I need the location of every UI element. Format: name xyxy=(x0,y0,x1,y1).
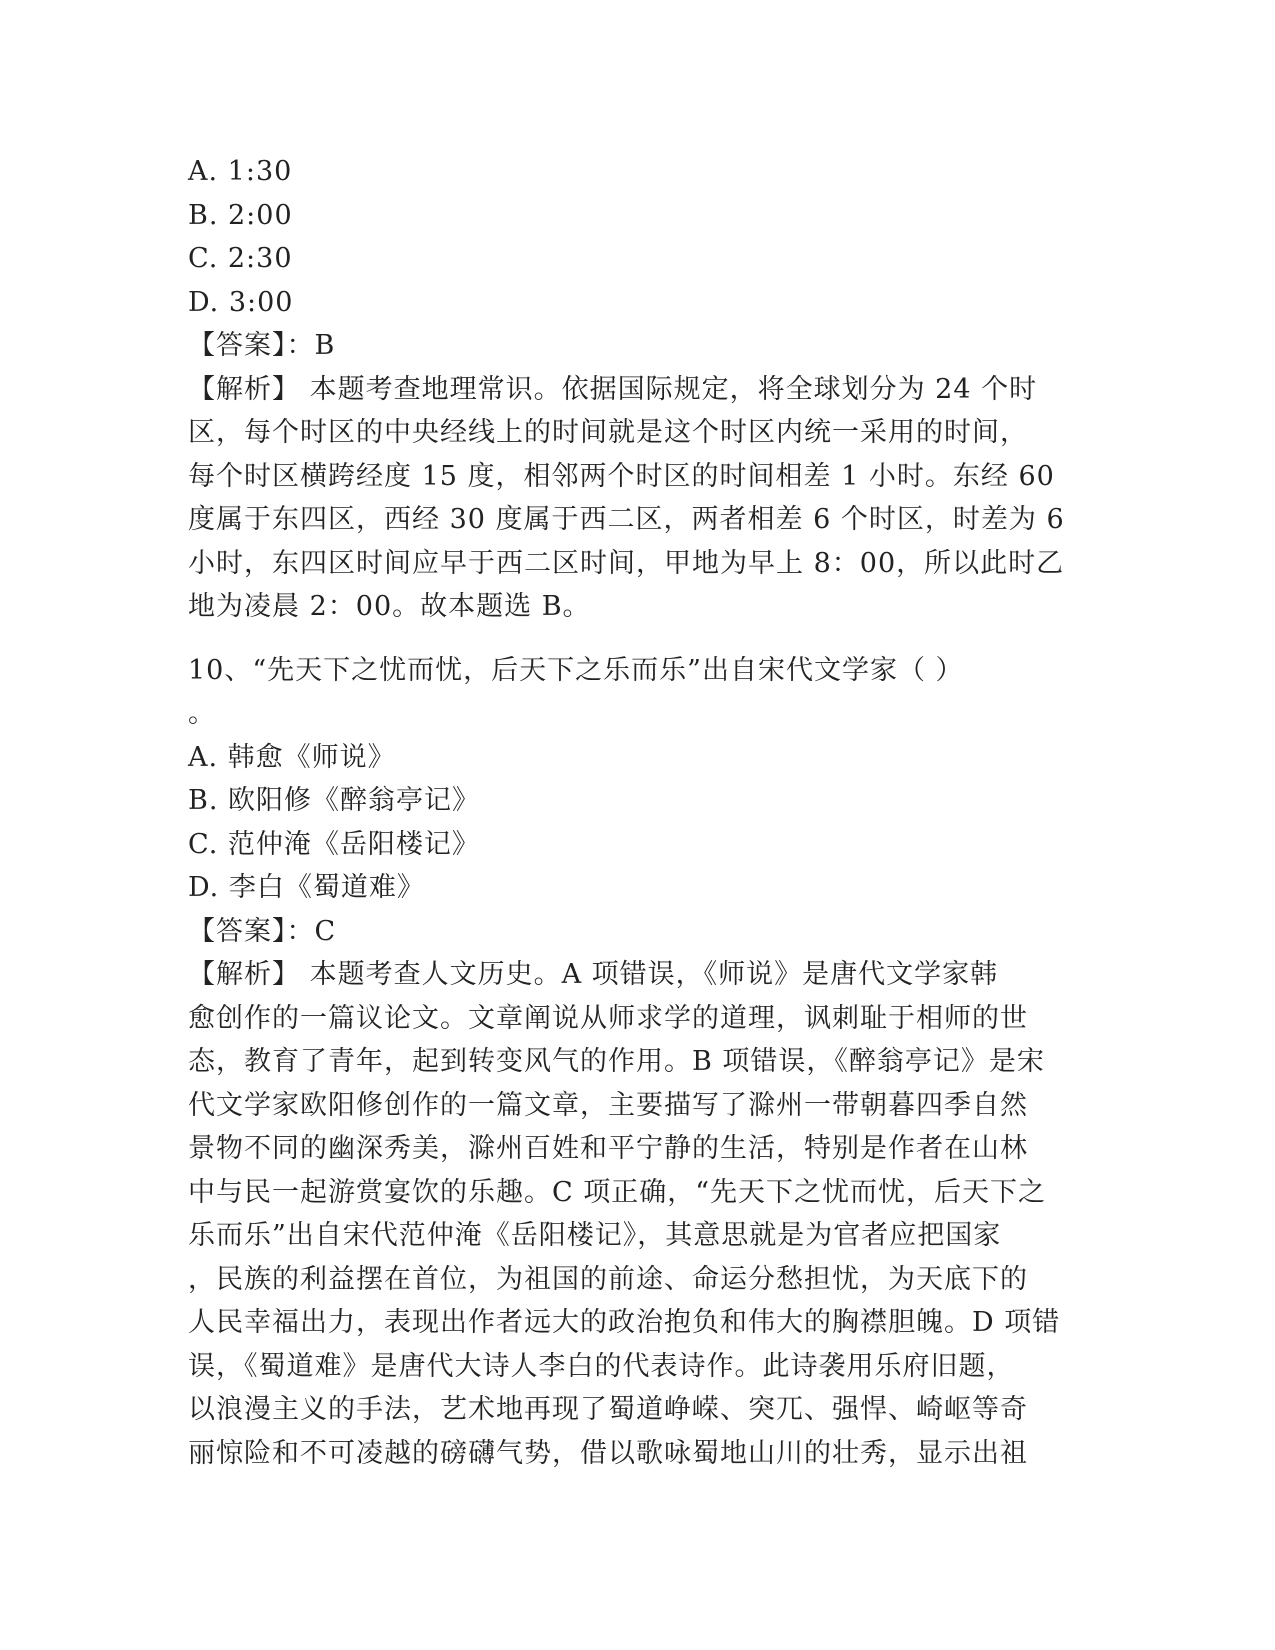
analysis-line: 【解析】 本题考查地理常识。依据国际规定，将全球划分为 24 个时 xyxy=(188,373,1038,405)
analysis-line: 【解析】 本题考查人文历史。A 项错误，《师说》是唐代文学家韩 xyxy=(188,959,999,990)
option-d: D. 李白《蜀道难》 xyxy=(188,872,425,903)
analysis-line: 愈创作的一篇议论文。文章阐说从师求学的道理，讽刺耻于相师的世 xyxy=(188,1002,1028,1034)
option-c: C. 2:30 xyxy=(188,243,293,274)
analysis-line: 误，《蜀道难》是唐代大诗人李白的代表诗作。此诗袭用乐府旧题， xyxy=(188,1350,1015,1382)
analysis-line: 每个时区横跨经度 15 度，相邻两个时区的时间相差 1 小时。东经 60 xyxy=(188,460,1055,492)
question-line: 。 xyxy=(188,698,216,729)
analysis-line: ，民族的利益摆在首位，为祖国的前途、命运分愁担忧，为天底下的 xyxy=(188,1263,1028,1295)
analysis-line: 人民幸福出力，表现出作者远大的政治抱负和伟大的胸襟胆魄。D 项错 xyxy=(188,1307,1061,1338)
question-10-block xyxy=(188,649,1088,1476)
answer-line: 【答案】：C xyxy=(188,915,337,947)
analysis-line: 态，教育了青年，起到转变风气的作用。B 项错误，《醉翁亭记》是宋 xyxy=(188,1046,1045,1077)
analysis-line: 地为凌晨 2：00。故本题选 B。 xyxy=(188,591,591,622)
question-stem xyxy=(188,649,1088,736)
option-a: A. 韩愈《师说》 xyxy=(188,741,396,773)
option-c: C. 范仲淹《岳阳楼记》 xyxy=(188,828,480,860)
answer-line: 【答案】：B xyxy=(188,330,336,361)
analysis-line: 乐而乐”出自宋代范仲淹《岳阳楼记》，其意思就是为官者应把国家 xyxy=(188,1220,1002,1251)
analysis-line: 丽惊险和不可凌越的磅礴气势，借以歌咏蜀地山川的壮秀，显示出祖 xyxy=(188,1437,1028,1469)
question-line: 10、“先天下之忧而忧，后天下之乐而乐”出自宋代文学家（ ） xyxy=(188,654,964,686)
question-9-block xyxy=(188,150,1088,629)
analysis-line: 区，每个时区的中央经线上的时间就是这个时区内统一采用的时间， xyxy=(188,417,1028,448)
option-b: B. 欧阳修《醉翁亭记》 xyxy=(188,785,481,816)
analysis-line: 以浪漫主义的手法，艺术地再现了蜀道峥嵘、突兀、强悍、崎岖等奇 xyxy=(188,1394,1028,1425)
analysis-paragraph xyxy=(188,368,1088,629)
analysis-paragraph xyxy=(188,953,1088,1475)
analysis-line: 代文学家欧阳修创作的一篇文章，主要描写了滁州一带朝暮四季自然 xyxy=(188,1089,1028,1121)
analysis-line: 度属于东四区，西经 30 度属于西二区，两者相差 6 个时区，时差为 6 xyxy=(188,504,1065,535)
spacer xyxy=(188,629,1088,649)
analysis-line: 中与民一起游赏宴饮的乐趣。C 项正确，“先天下之忧而忧，后天下之 xyxy=(188,1176,1047,1208)
analysis-line: 小时，东四区时间应早于西二区时间，甲地为早上 8：00，所以此时乙 xyxy=(188,547,1065,579)
document-body xyxy=(188,150,1088,1475)
option-b: B. 2:00 xyxy=(188,199,293,231)
option-d: D. 3:00 xyxy=(188,286,294,318)
analysis-line: 景物不同的幽深秀美，滁州百姓和平宁静的生活，特别是作者在山林 xyxy=(188,1133,1028,1164)
option-a: A. 1:30 xyxy=(188,156,293,187)
